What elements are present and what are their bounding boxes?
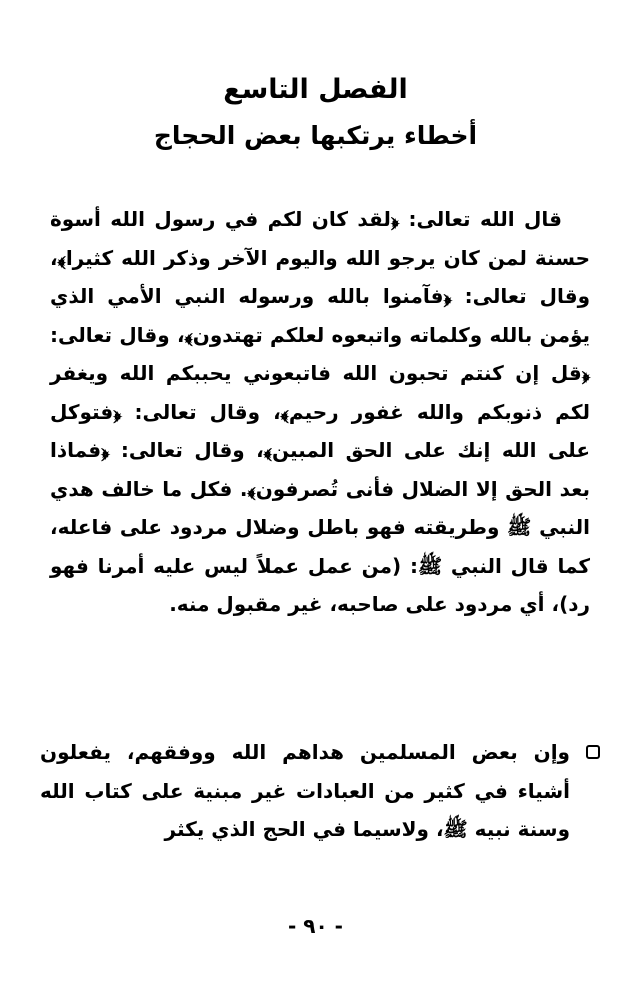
page-number: - ٩٠ - — [288, 914, 343, 938]
chapter-title: الفصل التاسع — [223, 74, 408, 105]
main-paragraph — [50, 200, 590, 624]
bullet-item — [40, 733, 600, 849]
main-paragraph-block — [50, 200, 590, 624]
chapter-subtitle: أخطاء يرتكبها بعض الحجاج — [153, 121, 478, 150]
bullet-paragraph: وإن بعض المسلمين هداهم الله ووفقهم، يفعلون أشياء في كثير من العبادات غير مبنية على كتاب الله وسنة نبيه ﷺ، ولاسيما في الحج الذي يكثر — [40, 740, 570, 841]
main-paragraph-text: قال الله تعالى: ﴿لقد كان لكم في رسول الله أسوة حسنة لمن كان يرجو الله واليوم الآخر وذكر الله كثيرا﴾، وقال تعالى: ﴿فآمنوا بالله ورسوله النبي الأمي الذي يؤمن بالله وكلماته واتبعوه لعلكم تهتدون﴾، وقال تعالى: ﴿قل إن كنتم تحبون الله فاتبعوني يحببكم الله ويغفر لكم ذنوبكم والله غفور رحيم﴾، وقال تعالى: ﴿فتوكل على الله إنك على الحق المبين﴾، وقال تعالى: ﴿فماذا بعد الحق إلا الضلال فأنى تُصرفون﴾. فكل ما خالف هدي النبي ﷺ وطريقته فهو باطل وضلال مردود على فاعله، كما قال النبي ﷺ: (من عمل عملاً ليس عليه أمرنا فهو رد)، أي مردود على صاحبه، غير مقبول منه. — [50, 207, 590, 616]
checkbox-bullet-icon — [586, 745, 600, 759]
